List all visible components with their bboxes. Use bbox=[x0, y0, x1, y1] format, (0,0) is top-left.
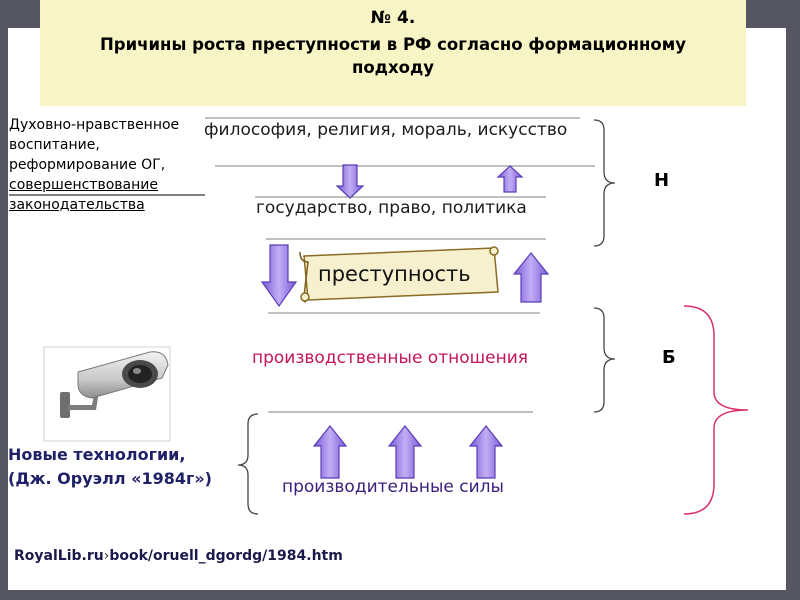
new-tech-line: (Дж. Оруэлл «1984г») bbox=[8, 469, 212, 488]
arrow-down-icon bbox=[337, 165, 363, 198]
superstructure-label: Н bbox=[654, 170, 670, 191]
level-productive-forces: производительные силы bbox=[282, 477, 504, 497]
arrow-up-icon bbox=[514, 253, 548, 302]
side-note-line: воспитание, bbox=[9, 137, 100, 153]
slide-number: № 4. bbox=[370, 8, 416, 28]
base-label: Б bbox=[662, 347, 676, 368]
level-state: государство, право, политика bbox=[256, 198, 527, 218]
slide-title: Причины роста преступности в РФ согласно формационному подходу bbox=[99, 35, 687, 77]
side-note-line: Духовно-нравственное bbox=[9, 117, 180, 133]
new-technologies-note bbox=[8, 443, 212, 491]
side-note-line: реформирование ОГ, bbox=[9, 157, 166, 173]
source-link[interactable] bbox=[8, 543, 370, 569]
brace-icon bbox=[238, 414, 258, 514]
arrow-up-icon bbox=[314, 426, 346, 478]
crime-label: преступность bbox=[318, 262, 471, 286]
arrow-up-icon bbox=[470, 426, 502, 478]
cctv-camera-icon bbox=[44, 347, 170, 441]
new-tech-line: Новые технологии, bbox=[8, 445, 186, 464]
link-site[interactable]: RoyalLib.ru bbox=[14, 548, 104, 564]
arrow-down-icon bbox=[262, 245, 296, 306]
link-separator: › bbox=[103, 548, 110, 564]
brace-icon bbox=[684, 306, 748, 514]
brace-icon bbox=[594, 120, 615, 246]
side-note bbox=[9, 115, 209, 215]
side-note-line: совершенствование bbox=[9, 177, 158, 193]
brace-icon bbox=[594, 308, 615, 412]
side-note-line: законодательства bbox=[9, 197, 145, 213]
level-philosophy: философия, религия, мораль, искусство bbox=[204, 120, 568, 140]
level-production-relations: производственные отношения bbox=[252, 348, 529, 368]
arrow-up-icon bbox=[498, 166, 522, 192]
link-path[interactable]: book/oruell_dgordg/1984.htm bbox=[109, 548, 343, 564]
arrow-up-icon bbox=[389, 426, 421, 478]
